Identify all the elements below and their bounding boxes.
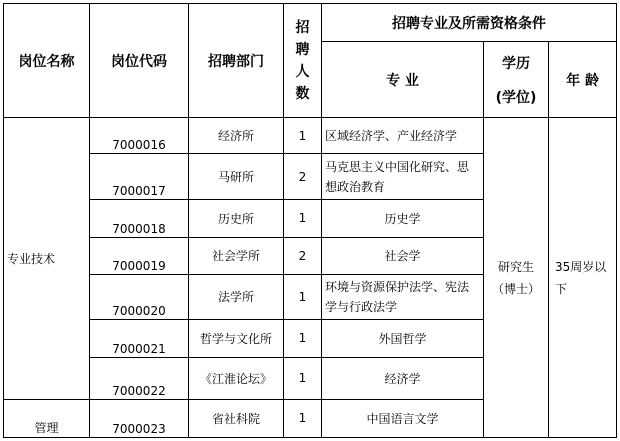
row-major: 经济学	[322, 357, 484, 399]
shared-age: 35周岁以下	[549, 118, 617, 438]
row-major: 环境与资源保护法学、宪法学与行政法学	[322, 274, 484, 319]
row-code: 7000020	[90, 274, 189, 319]
shared-education: 研究生（博士）	[484, 118, 549, 438]
row-count: 1	[284, 319, 322, 357]
header-post-code: 岗位代码	[90, 4, 189, 118]
header-major: 专 业	[322, 42, 484, 118]
row-department: 马研所	[189, 154, 284, 200]
row-code: 7000022	[90, 357, 189, 399]
row-department: 《江淮论坛》	[189, 357, 284, 399]
header-conditions: 招聘专业及所需资格条件	[322, 4, 617, 42]
header-count: 招聘人数	[284, 4, 322, 118]
row-code: 7000021	[90, 319, 189, 357]
header-education	[484, 42, 549, 118]
row-count: 1	[284, 399, 322, 437]
header-education-line1: 学历	[502, 55, 530, 72]
row-code: 7000016	[90, 118, 189, 154]
row-code: 7000018	[90, 200, 189, 237]
row-count: 1	[284, 118, 322, 154]
header-age: 年 龄	[549, 42, 617, 118]
row-major: 社会学	[322, 237, 484, 274]
row-count: 2	[284, 237, 322, 274]
row-major: 马克思主义中国化研究、思想政治教育	[322, 154, 484, 200]
row-count: 1	[284, 357, 322, 399]
row-code: 7000017	[90, 154, 189, 200]
row-code: 7000023	[90, 399, 189, 437]
row-count: 2	[284, 154, 322, 200]
row-department: 社会学所	[189, 237, 284, 274]
row-major: 中国语言文学	[322, 399, 484, 437]
row-department: 经济所	[189, 118, 284, 154]
header-department: 招聘部门	[189, 4, 284, 118]
row-department: 历史所	[189, 200, 284, 237]
row-department: 法学所	[189, 274, 284, 319]
group-management: 管理	[4, 399, 90, 437]
row-count: 1	[284, 200, 322, 237]
row-count: 1	[284, 274, 322, 319]
row-department: 哲学与文化所	[189, 319, 284, 357]
row-major: 外国哲学	[322, 319, 484, 357]
header-education-line2: (学位)	[495, 89, 537, 106]
row-major: 历史学	[322, 200, 484, 237]
row-department: 省社科院	[189, 399, 284, 437]
row-code: 7000019	[90, 237, 189, 274]
recruitment-table	[3, 3, 617, 438]
group-professional-technical: 专业技术	[4, 118, 90, 400]
row-major: 区域经济学、产业经济学	[322, 118, 484, 154]
header-post-name: 岗位名称	[4, 4, 90, 118]
